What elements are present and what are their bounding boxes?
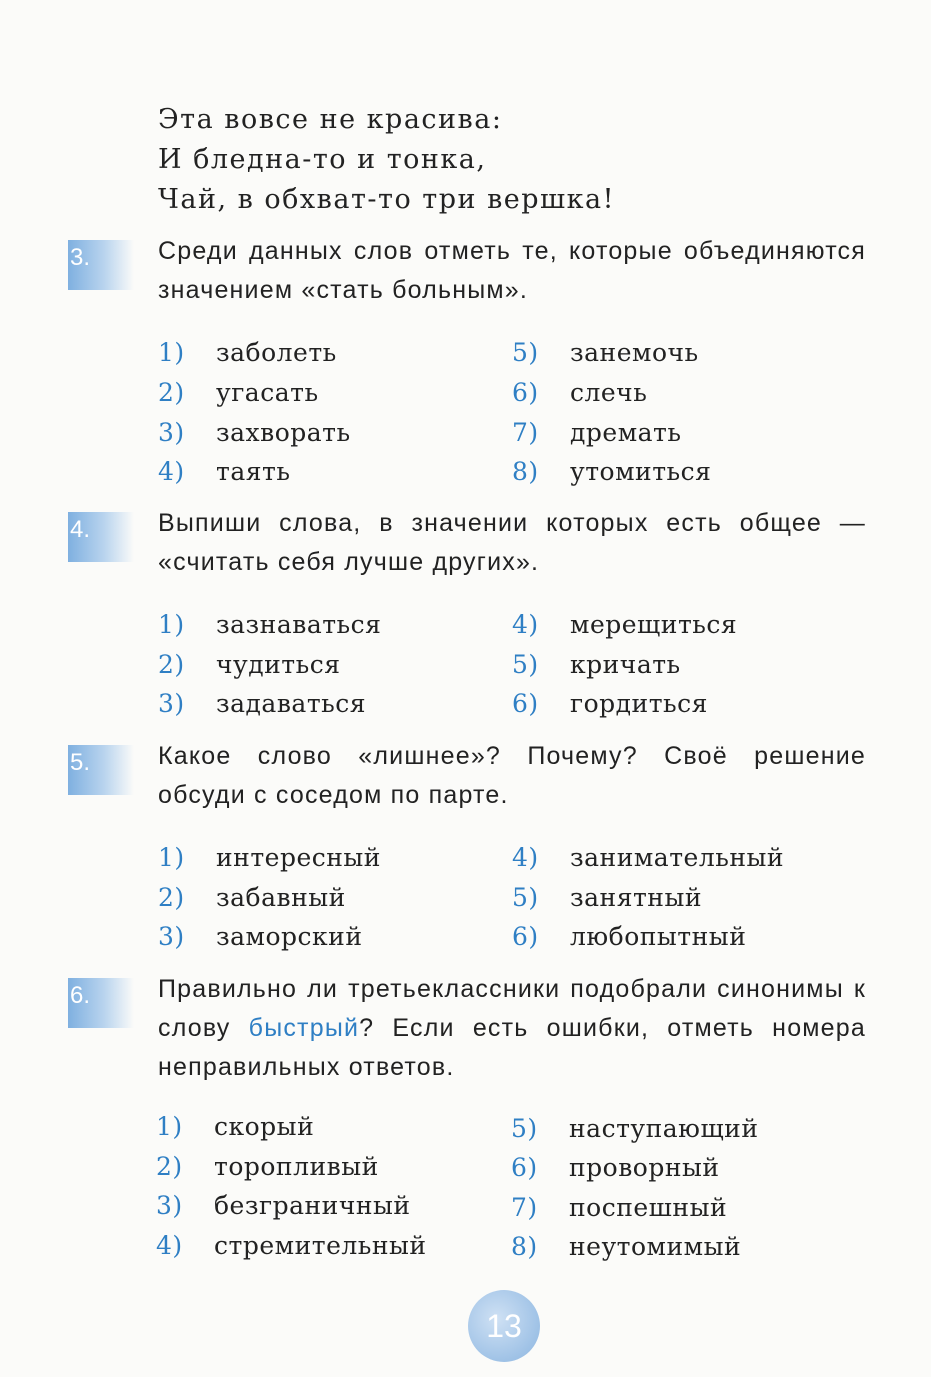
task-number-badge: 4. — [68, 512, 134, 562]
option-item — [512, 689, 708, 718]
task-question: Выпиши слова, в значении которых есть общее — «считать себя лучше других». — [158, 509, 866, 576]
option-word: занятный — [570, 883, 703, 912]
option-item — [511, 1153, 720, 1182]
option-number: 1) — [158, 338, 185, 367]
option-item — [156, 1152, 379, 1181]
option-number: 8) — [511, 1232, 538, 1261]
option-number: 2) — [158, 650, 185, 679]
option-item — [511, 1114, 759, 1143]
question-text: Правильно ли третьеклассники подобрали синонимы к слову — [158, 975, 866, 1042]
option-word: проворный — [569, 1153, 720, 1182]
option-item — [512, 650, 681, 679]
option-item — [156, 1191, 411, 1220]
option-number: 6) — [511, 1153, 538, 1182]
task-question: Среди данных слов отметь те, которые объединяются значением «стать больным». — [158, 237, 866, 304]
option-number: 4) — [512, 843, 539, 872]
option-number: 4) — [158, 457, 185, 486]
option-word: задаваться — [216, 689, 367, 718]
option-word: гордиться — [570, 689, 708, 718]
option-item — [512, 922, 746, 951]
option-number: 2) — [158, 378, 185, 407]
option-word: интересный — [216, 843, 381, 872]
poem-line: И бледна-то и тонка, — [158, 144, 487, 175]
option-number: 2) — [156, 1152, 183, 1181]
task-question: Какое слово «лишнее»? Почему? Своё решение обсуди с соседом по парте. — [158, 742, 866, 809]
question-text: ? Если есть ошибки, отметь номера неправильных ответов. — [158, 1014, 866, 1081]
option-item — [512, 418, 681, 447]
option-number: 6) — [512, 689, 539, 718]
option-word: скорый — [214, 1112, 315, 1141]
option-word: неутомимый — [569, 1232, 742, 1261]
option-item — [158, 883, 346, 912]
option-number: 6) — [512, 922, 539, 951]
option-word: наступающий — [569, 1114, 759, 1143]
option-word: мерещиться — [570, 610, 738, 639]
option-item — [158, 610, 381, 639]
option-word: угасать — [216, 378, 319, 407]
option-item — [511, 1193, 727, 1222]
task-question — [158, 970, 866, 1087]
option-item — [158, 418, 351, 447]
option-word: занимательный — [570, 843, 785, 872]
option-word: забавный — [216, 883, 346, 912]
option-word: дремать — [570, 418, 682, 447]
option-item — [158, 689, 366, 718]
option-item — [512, 338, 699, 367]
option-number: 4) — [512, 610, 539, 639]
option-number: 4) — [156, 1231, 183, 1260]
option-word: заболеть — [216, 338, 337, 367]
option-item — [512, 610, 737, 639]
option-item — [156, 1231, 427, 1260]
option-word: таять — [216, 457, 291, 486]
option-word: слечь — [570, 378, 648, 407]
option-number: 1) — [158, 610, 185, 639]
option-number: 3) — [158, 418, 185, 447]
option-word: захворать — [216, 418, 351, 447]
option-word: кричать — [570, 650, 681, 679]
option-item — [512, 883, 702, 912]
task-number-badge: 5. — [68, 745, 134, 795]
poem-line: Чай, в обхват-то три вершка! — [158, 184, 615, 215]
option-number: 2) — [158, 883, 185, 912]
option-word: утомиться — [570, 457, 712, 486]
option-item — [156, 1112, 314, 1141]
option-number: 6) — [512, 378, 539, 407]
option-number: 5) — [512, 883, 539, 912]
option-word: безграничный — [214, 1191, 411, 1220]
option-number: 3) — [158, 922, 185, 951]
option-item — [512, 843, 784, 872]
option-item — [158, 378, 319, 407]
option-word: занемочь — [570, 338, 699, 367]
option-item — [158, 922, 363, 951]
page-number: 13 — [468, 1290, 540, 1362]
poem-line: Эта вовсе не красива: — [158, 104, 503, 135]
option-item — [158, 457, 290, 486]
option-number: 1) — [156, 1112, 183, 1141]
option-number: 5) — [511, 1114, 538, 1143]
option-item — [158, 338, 337, 367]
option-number: 1) — [158, 843, 185, 872]
option-item — [511, 1232, 741, 1261]
option-word: любопытный — [570, 922, 747, 951]
option-number: 7) — [511, 1193, 538, 1222]
option-number: 7) — [512, 418, 539, 447]
option-item — [512, 457, 711, 486]
option-item — [158, 650, 341, 679]
option-number: 3) — [156, 1191, 183, 1220]
option-word: торопливый — [214, 1152, 379, 1181]
option-item — [158, 843, 381, 872]
task-number-badge: 6. — [68, 978, 134, 1028]
option-word: чудиться — [216, 650, 341, 679]
task-number-badge: 3. — [68, 240, 134, 290]
option-number: 3) — [158, 689, 185, 718]
option-word: стремительный — [214, 1231, 427, 1260]
option-word: заморский — [216, 922, 363, 951]
highlighted-word: быстрый — [248, 1014, 360, 1042]
option-word: поспешный — [569, 1193, 728, 1222]
poem — [158, 100, 615, 220]
option-item — [512, 378, 647, 407]
option-number: 5) — [512, 338, 539, 367]
option-number: 8) — [512, 457, 539, 486]
option-word: зазнаваться — [216, 610, 382, 639]
option-number: 5) — [512, 650, 539, 679]
